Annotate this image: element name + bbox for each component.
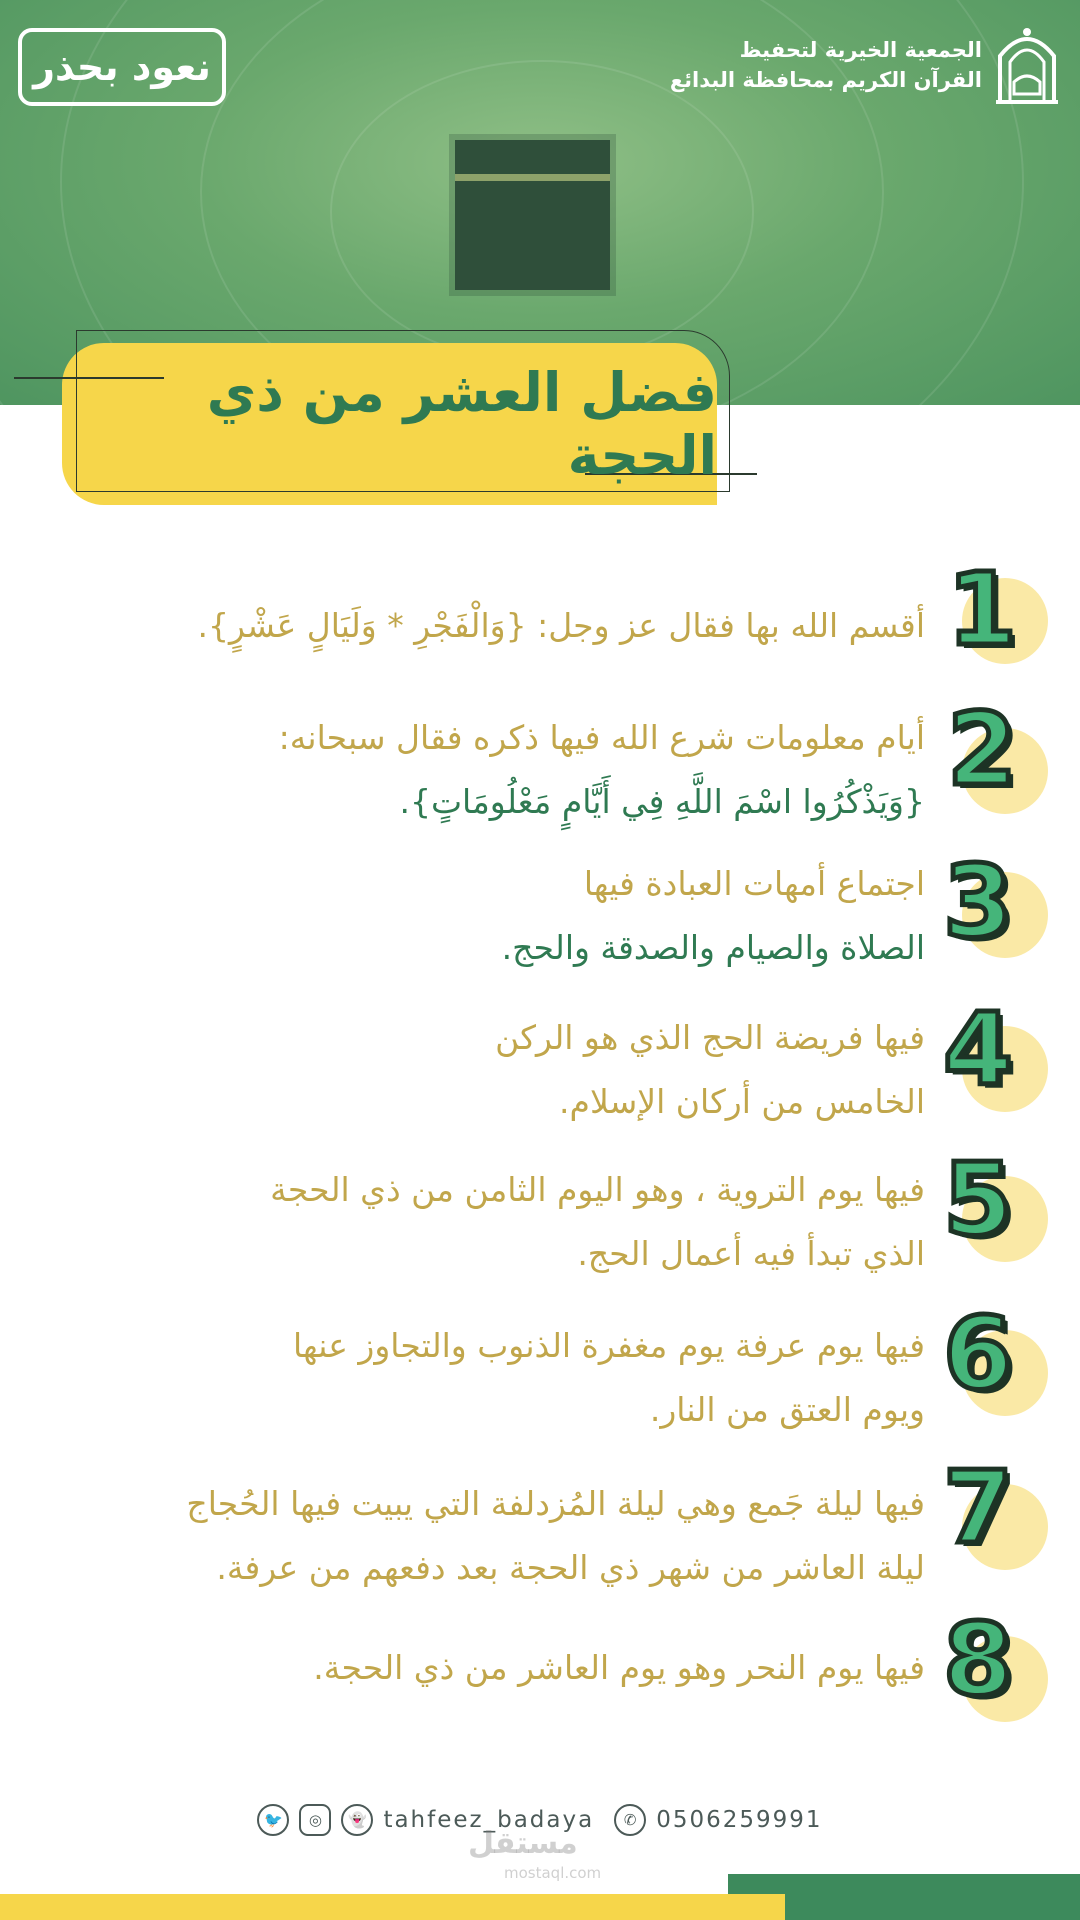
item-text (65, 852, 925, 980)
item-number: 5 (943, 1141, 1013, 1258)
item-number: 1 (947, 551, 1017, 668)
item-line-2: الذي تبدأ فيه أعمال الحج. (577, 1234, 925, 1273)
item-line-2: ليلة العاشر من شهر ذي الحجة بعد دفعهم من عرفة. (216, 1548, 925, 1587)
item-line-1: فيها يوم النحر وهو يوم العاشر من ذي الحجة. (313, 1648, 925, 1687)
item-text (65, 1636, 925, 1700)
item-line-2: ويوم العتق من النار. (649, 1390, 925, 1429)
item-text (65, 594, 925, 658)
brand-logo (18, 28, 226, 106)
item-text (65, 1158, 925, 1286)
item-number: 2 (947, 691, 1017, 808)
item-line-2: الصلاة والصيام والصدقة والحج. (501, 928, 925, 967)
instagram-icon[interactable]: ◎ (299, 1804, 331, 1836)
item-line-2: الخامس من أركان الإسلام. (559, 1082, 925, 1121)
twitter-icon[interactable]: 🐦 (257, 1804, 289, 1836)
item-text (65, 1314, 925, 1442)
kaaba-image (455, 140, 610, 290)
org-name-line-2: القرآن الكريم بمحافظة البدائع (669, 68, 982, 92)
whatsapp-icon[interactable]: ✆ (614, 1804, 646, 1836)
item-line-1: فيها يوم عرفة يوم مغفرة الذنوب والتجاوز عنها (292, 1326, 925, 1365)
kaaba-band (455, 174, 610, 181)
footer-yellow-bar (0, 1894, 785, 1920)
item-line-1: فيها فريضة الحج الذي هو الركن (495, 1018, 925, 1057)
item-number: 6 (943, 1295, 1013, 1412)
item-number: 8 (943, 1601, 1013, 1718)
mosque-emblem-icon (992, 20, 1062, 110)
page-title: فضل العشر من ذي الحجة (206, 361, 717, 487)
social-handle[interactable]: tahfeez_badaya (383, 1807, 595, 1833)
item-number: 3 (943, 843, 1013, 960)
item-number: 7 (943, 1449, 1013, 1566)
watermark-url: mostaql.com (504, 1864, 602, 1882)
item-line-1: أقسم الله بها فقال عز وجل: {وَالْفَجْرِ * وَلَيَالٍ عَشْرٍ}. (197, 606, 925, 645)
item-line-1: اجتماع أمهات العبادة فيها (583, 864, 925, 903)
phone-number[interactable]: 0506259991 (656, 1807, 823, 1833)
watermark: مستقل (468, 1826, 578, 1861)
brand-logo-text: نعود بحذر (33, 45, 211, 89)
org-name-line-1: الجمعية الخيرية لتحفيظ (739, 38, 982, 62)
item-line-1: فيها يوم التروية ، وهو اليوم الثامن من ذي الحجة (270, 1170, 925, 1209)
item-text (65, 1006, 925, 1134)
item-text (65, 706, 925, 834)
item-line-1: فيها ليلة جَمع وهي ليلة المُزدلفة التي يبيت فيها الحُجاج (186, 1484, 925, 1523)
item-text (65, 1472, 925, 1600)
organization-logo (670, 20, 1062, 110)
item-number: 4 (943, 991, 1013, 1108)
item-line-2: {وَيَذْكُرُوا اسْمَ اللَّهِ فِي أَيَّامٍ مَعْلُومَاتٍ}. (399, 782, 925, 821)
snapchat-icon[interactable]: 👻 (341, 1804, 373, 1836)
organization-name (670, 35, 982, 95)
item-line-1: أيام معلومات شرع الله فيها ذكره فقال سبحانه: (278, 718, 925, 757)
